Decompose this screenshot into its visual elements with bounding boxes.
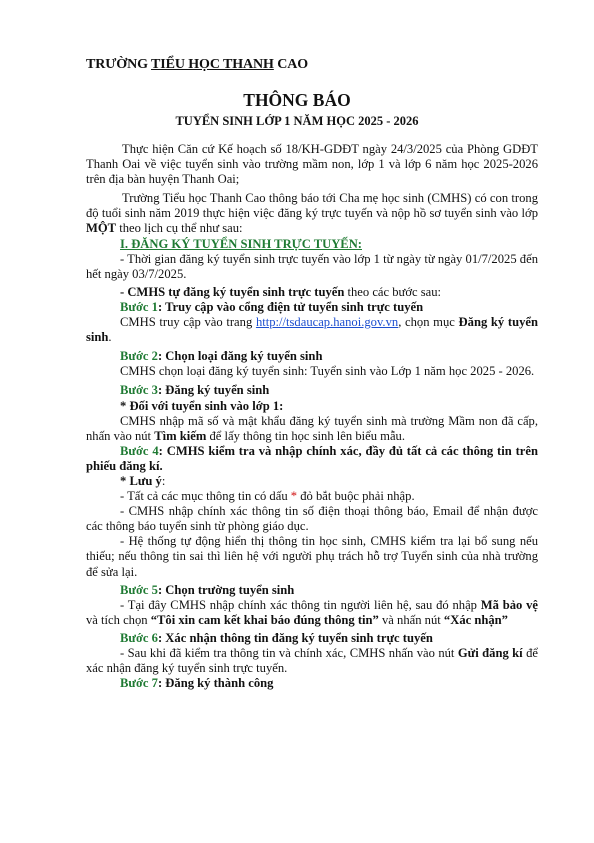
step-4-heading: Bước 4: CMHS kiểm tra và nhập chính xác, đầy đủ tất cả các thông tin trên phiếu đăng kí. [86,443,538,473]
step-1-heading: Bước 1: Truy cập vào cổng điện tử tuyển sinh trực tuyến [120,299,424,314]
step-3-subheading: * Đối với tuyển sinh vào lớp 1: [120,398,284,413]
step-6-heading: Bước 6: Xác nhận thông tin đăng ký tuyển sinh trực tuyến [120,630,433,645]
step-5-text: - Tại đây CMHS nhập chính xác thông tin người liên hệ, sau đó nhập Mã bảo vệ và tích chọn “Tôi xin cam kết khai báo đúng thông tin” và nhấn nút “Xác nhận” [86,597,538,627]
note-item-2: - CMHS nhập chính xác thông tin số điện thoại thông báo, Email để nhận được các thông báo tuyển sinh từ phòng giáo dục. [86,504,538,534]
portal-link[interactable]: http://tsdaucap.hanoi.gov.vn [255,315,399,330]
step-3-heading: Bước 3: Đăng ký tuyển sinh [120,383,270,398]
document-body [86,142,538,691]
registration-intro: - CMHS tự đăng ký tuyển sinh trực tuyến theo các bước sau: [120,284,442,299]
step-2-text: CMHS chọn loại đăng ký tuyển sinh: Tuyển sinh vào Lớp 1 năm học 2025 - 2026. [120,364,535,379]
step-2-heading: Bước 2: Chọn loại đăng ký tuyển sinh [120,349,323,364]
step-1-text: CMHS truy cập vào trang http://tsdaucap.hanoi.gov.vn, chọn mục Đăng ký tuyển sinh. [86,315,538,345]
section-heading: I. ĐĂNG KÝ TUYỂN SINH TRỰC TUYẾN: [120,236,362,251]
step-5-heading: Bước 5: Chọn trường tuyển sinh [120,582,295,597]
note-item-3: - Hệ thống tự động hiển thị thông tin học sinh, CMHS kiểm tra lại bổ sung nếu thiếu; nếu thông tin sai thì liên hệ với người phụ trách hỗ trợ Tuyển sinh của nhà trường để sửa lại. [86,534,538,579]
note-item-1: - Tất cả các mục thông tin có dấu * đỏ bắt buộc phải nhập. [120,489,415,504]
school-name: TRƯỜNG TIỂU HỌC THANH CAO [86,57,309,72]
document-subtitle: TUYỂN SINH LỚP 1 NĂM HỌC 2025 - 2026 [175,114,419,128]
intro-paragraph-2: Trường Tiểu học Thanh Cao thông báo tới Cha mẹ học sinh (CMHS) có con trong độ tuổi sinh năm 2019 thực hiện việc đăng ký trực tuyến và nộp hồ sơ tuyển sinh vào lớp MỘT theo lịch cụ thể như sau: [86,191,538,236]
step-3-text: CMHS nhập mã số và mật khẩu đăng ký tuyển sinh mà trường Mầm non đã cấp, nhấn vào nút Tìm kiếm để lấy thông tin học sinh lên biểu mẫu. [86,413,538,443]
intro-paragraph-1: Thực hiện Căn cứ Kế hoạch số 18/KH-GDĐT ngày 24/3/2025 của Phòng GDĐT Thanh Oai về việc tuyển sinh vào trường mầm non, lớp 1 và lớp 6 năm học 2025-2026 trên địa bàn huyện Thanh Oai; [86,142,538,187]
step-6-text: - Sau khi đã kiểm tra thông tin và chính xác, CMHS nhấn vào nút Gửi đăng kí để xác nhận đăng ký tuyển sinh trực tuyến. [86,646,538,676]
registration-time: - Thời gian đăng ký tuyển sinh trực tuyến vào lớp 1 từ ngày từ ngày 01/7/2025 đến hết ngày 03/7/2025. [86,251,538,281]
document-title: THÔNG BÁO [243,90,351,110]
note-heading: * Lưu ý: [120,473,166,488]
step-7-heading: Bước 7: Đăng ký thành công [120,676,274,691]
